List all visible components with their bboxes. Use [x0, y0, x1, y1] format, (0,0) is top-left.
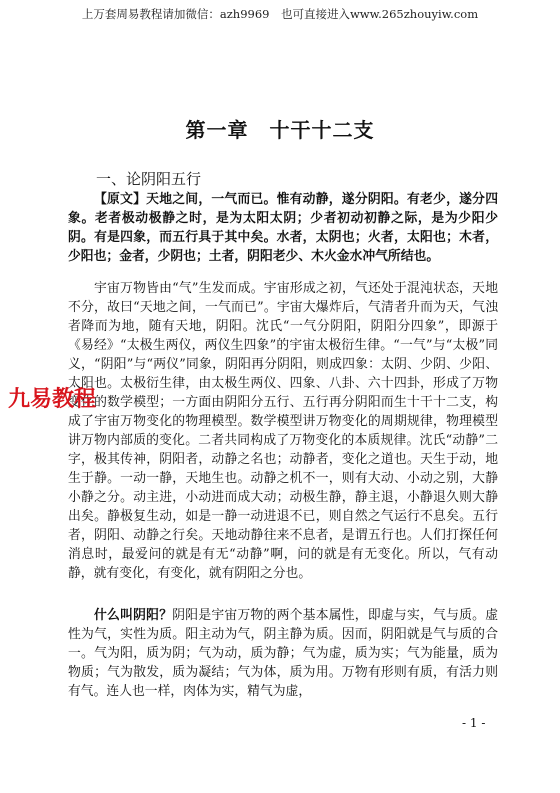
paragraph-2 — [68, 606, 498, 701]
chapter-title: 第一章 十干十二支 — [185, 118, 375, 142]
paragraph-2-text: 阴阳是宇宙万物的两个基本属性，即虚与实，气与质。虚性为气，实性为质。阳主动为气，阴主静为质。因而，阴阳就是气与质的合一。气为阳，质为阴；气为动，质为静；气为虚，质为实；气为能量，质为物质；气为散发，质为凝结；气为体，质为用。万物有形则有质，有活力则有气。连人也一样，肉体为实，精气为虚， — [68, 608, 499, 699]
page-header: 上万套周易教程请加微信：azh9969 也可直接进入www.265zhouyiw.com — [81, 7, 479, 21]
page-number: - 1 - — [462, 716, 486, 730]
paragraph-1: 宇宙万物皆由“气”生发而成。宇宙形成之初，气还处于混沌状态，天地不分，故曰“天地之间，一气而已”。宇宙大爆炸后，气清者升而为天，气浊者降而为地，随有天地，阴阳。沈氏“一气分阴阳，阴阳分四象”，即源于《易经》“太极生两仪，两仪生四象”的宇宙太极衍生律。“一气”与“太极”同义，“阴阳”与“两仪”同象，阴阳再分阴阳，则成四象：太阴、少阴、少阳、太阳也。太极衍生律，由太极生两仪、四象、八卦、六十四卦，形成了万物变化的数学模型；一方面由阴阳分五行、五行再分阴阳而生十干十二支，构成了宇宙万物变化的物理模型。数学模型讲万物变化的周期规律，物理模型讲万物内部质的变化。二者共同构成了万物变化的本质规律。沈氏“动静”二字，极其传神，阴阳者，动静之名也；动静者，变化之道也。天生于动，地生于静。一动一静，天地生也。动静之机不一，则有大动、小动之别，大静小静之分。动主进，小动进而成大动；动极生静，静主退，小静退久则大静出矣。静极复生动，如是一静一动进退不已，则自然之气运行不息矣。五行者，阴阳、动静之行矣。天地动静往来不息者，是谓五行也。人们打探任何消息时，最爱问的就是有无“动静”啊，问的就是有无变化。所以，气有动静，就有变化，有变化，就有阴阳之分也。 — [68, 281, 498, 581]
section-heading: 一、论阴阳五行 — [96, 170, 202, 188]
original-text: 天地之间，一气而已。惟有动静，遂分阴阳。有老少，遂分四象。老者极动极静之时，是为太阳太阴；少者初动初静之际，是为少阳少阴。有是四象，而五行具于其中矣。水者，太阴也；火者，太阳也；木者，少阳也；金者，少阴也；土者，阴阳老少、木火金水冲气所结也。 — [68, 192, 499, 264]
original-text-block — [68, 190, 498, 266]
watermark: 九易教程 — [8, 387, 97, 412]
question-label: 什么叫阴阳？ — [94, 608, 173, 623]
original-label: 【原文】 — [94, 192, 147, 207]
